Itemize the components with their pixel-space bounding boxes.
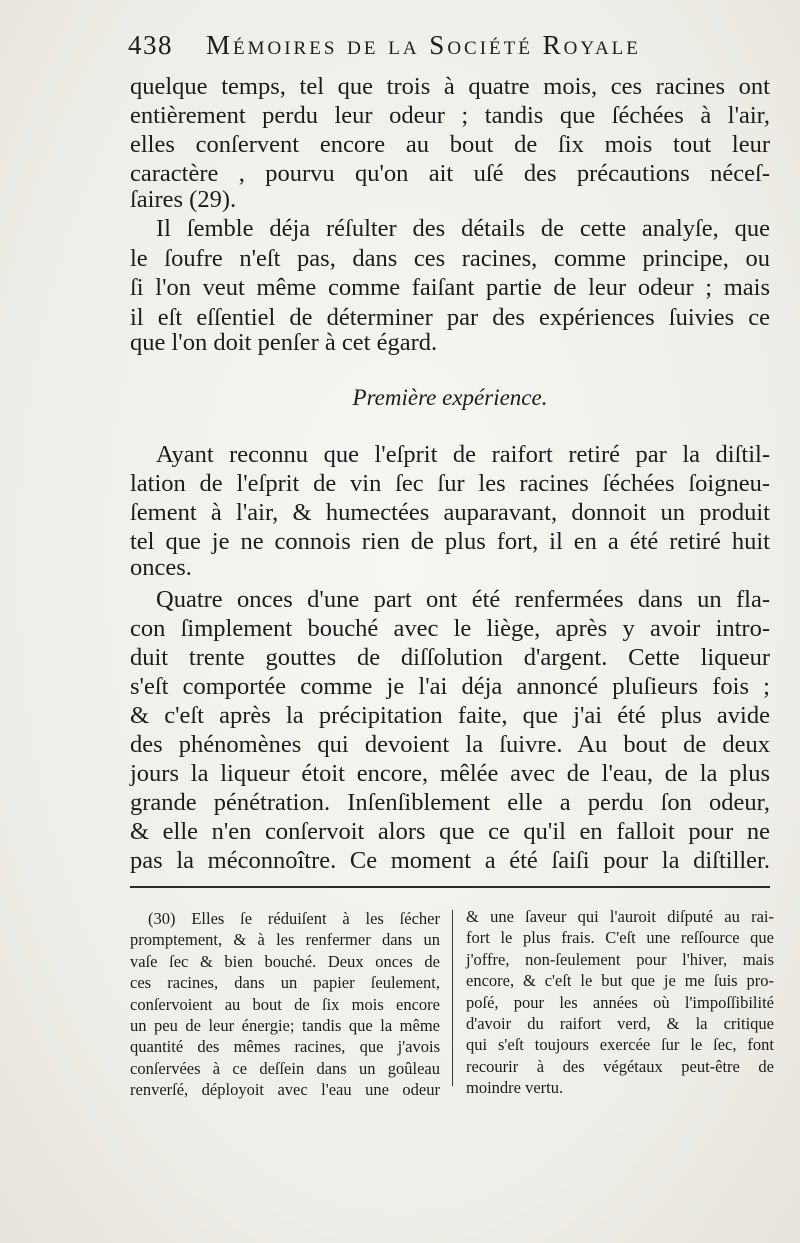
text-line: onces. <box>130 554 192 581</box>
footnote-line: un peu de leur énergie; tandis que la même <box>130 1016 440 1035</box>
text-line: & c'eſt après la précipitation faite, que j'ai été plus avide <box>130 702 770 729</box>
text-line: con ſimplement bouché avec le liège, après y avoir intro- <box>130 615 770 642</box>
text-line: que l'on doit penſer à cet égard. <box>130 329 438 356</box>
text-line: il eſt eſſentiel de déterminer par des expériences ſuivies ce <box>130 304 770 331</box>
text-line: ſaires (29). <box>130 186 237 213</box>
text-line: tel que je ne connois rien de plus fort, il en a été retiré huit <box>130 528 770 555</box>
footnote-line: vaſe ſec & bien bouché. Deux onces de <box>130 952 440 971</box>
text-line: caractère , pourvu qu'on ait uſé des précautions néceſ- <box>130 160 770 187</box>
footnote-line: (30) Elles ſe réduiſent à les ſécher <box>148 909 440 928</box>
footnote-line: recourir à des végétaux peut-être de <box>466 1057 774 1076</box>
footnote-line: qui s'eſt toujours exercée ſur le ſec, font <box>466 1035 774 1054</box>
text-line: Il ſemble déja réſulter des détails de cette analyſe, que <box>156 215 770 242</box>
text-line: grande pénétration. Inſenſiblement elle a perdu ſon odeur, <box>130 789 770 816</box>
running-title: Mémoires de la Société Royale <box>206 30 641 60</box>
text-line: duit trente gouttes de diſſolution d'argent. Cette liqueur <box>130 644 770 671</box>
footnote-line: d'avoir du raifort verd, & la critique <box>466 1014 774 1033</box>
text-line: le ſoufre n'eſt pas, dans ces racines, comme principe, ou <box>130 245 770 272</box>
footnote-line: renverſé, déployoit avec l'eau une odeur <box>130 1080 440 1099</box>
text-line: jours la liqueur étoit encore, mêlée avec de l'eau, de la plus <box>130 760 770 787</box>
footnote-line: & une ſaveur qui l'auroit diſputé au rai- <box>466 907 774 926</box>
text-line: ſement à l'air, & humectées auparavant, donnoit un produit <box>130 499 770 526</box>
footnote-rule <box>130 886 770 888</box>
section-heading: Première expérience. <box>352 385 548 410</box>
text-line: Quatre onces d'une part ont été renfermées dans un fla- <box>156 586 770 613</box>
page-header <box>128 30 768 70</box>
text-line: ſi l'on veut même comme faiſant partie de leur odeur ; mais <box>130 274 770 301</box>
text-line: pas la méconnoître. Ce moment a été ſaiſi pour la diſtiller. <box>130 847 770 874</box>
footnote-line: moindre vertu. <box>466 1078 564 1097</box>
page-number: 438 <box>128 30 173 60</box>
footnote-line: encore, & c'eſt le but que je me ſuis pro- <box>466 971 774 990</box>
text-line: elles conſervent encore au bout de ſix mois tout leur <box>130 131 770 158</box>
footnote-line: conſervées à ce deſſein dans un goûleau <box>130 1059 440 1078</box>
text-line: quelque temps, tel que trois à quatre mois, ces racines ont <box>130 73 770 100</box>
text-line: Ayant reconnu que l'eſprit de raifort retiré par la diſtil- <box>156 441 770 468</box>
text-line: s'eſt comportée comme je l'ai déja annoncé pluſieurs fois ; <box>130 673 770 700</box>
footnote-line: promptement, & à les renfermer dans un <box>130 930 440 949</box>
text-line: & elle n'en conſervoit alors que ce qu'il en falloit pour ne <box>130 818 770 845</box>
text-line: entièrement perdu leur odeur ; tandis que ſéchées à l'air, <box>130 102 770 129</box>
text-line: des phénomènes qui devoient la ſuivre. Au bout de deux <box>130 731 770 758</box>
footnote-column-divider <box>452 910 453 1086</box>
footnote-line: ces racines, dans un papier ſeulement, <box>130 973 440 992</box>
text-line: lation de l'eſprit de vin ſec ſur les racines ſéchées ſoigneu- <box>130 470 770 497</box>
footnote-line: quantité des mêmes racines, que j'avois <box>130 1037 440 1056</box>
footnote-line: poſé, pour les années où l'impoſſibilité <box>466 993 774 1012</box>
footnote-line: conſervoient au bout de ſix mois encore <box>130 995 440 1014</box>
footnote-line: fort le plus frais. C'eſt une reſſource que <box>466 928 774 947</box>
footnote-line: j'offre, non-ſeulement pour l'hiver, mais <box>466 950 774 969</box>
